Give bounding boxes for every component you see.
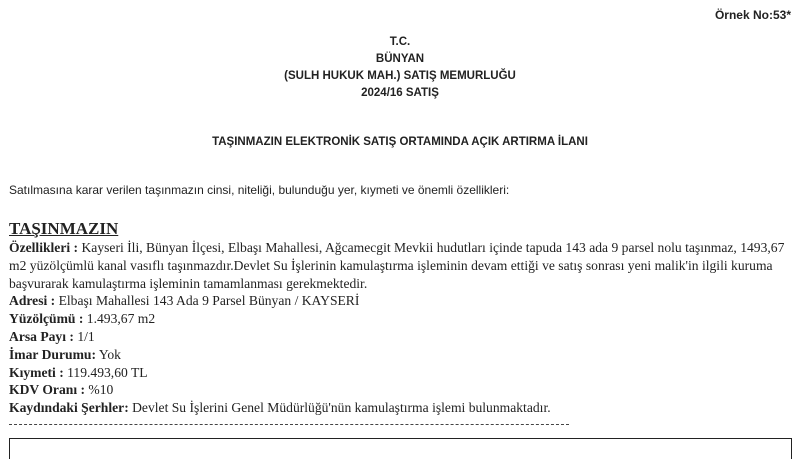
- header-line-office: (SULH HUKUK MAH.) SATIŞ MEMURLUĞU: [284, 70, 516, 82]
- property-heading: TAŞINMAZIN: [9, 219, 119, 238]
- next-section-box: [9, 438, 792, 459]
- vat-field: [9, 381, 794, 399]
- address-field: [9, 292, 794, 310]
- value-label: Kıymeti :: [9, 364, 64, 380]
- office-header: [0, 34, 800, 102]
- header-line-tc: T.C.: [389, 36, 411, 48]
- share-label: Arsa Payı :: [9, 328, 74, 344]
- area-value: 1.493,67 m2: [83, 311, 156, 327]
- property-section: [9, 219, 794, 417]
- notice-title: TAŞINMAZIN ELEKTRONİK SATIŞ ORTAMINDA AÇIK ARTIRMA İLANI: [212, 136, 588, 148]
- features-label: Özellikleri :: [9, 240, 79, 255]
- header-line-file-no: 2024/16 SATIŞ: [361, 87, 439, 99]
- intro-text: Satılmasına karar verilen taşınmazın cinsi, niteliği, bulunduğu yer, kıymeti ve önemli özellikleri:: [9, 183, 510, 197]
- zoning-value: Yok: [95, 346, 121, 362]
- sample-number: Örnek No:53*: [714, 8, 791, 22]
- zoning-label: İmar Durumu:: [9, 346, 96, 362]
- address-value: Elbaşı Mahallesi 143 Ada 9 Parsel Bünyan / KAYSERİ: [55, 293, 360, 309]
- share-field: [9, 328, 794, 346]
- dashed-separator: [9, 424, 569, 425]
- header-line-district: BÜNYAN: [375, 53, 425, 65]
- area-label: Yüzölçümü :: [9, 311, 84, 327]
- zoning-field: [9, 346, 794, 364]
- features-field: [9, 239, 794, 292]
- area-field: [9, 310, 794, 328]
- vat-label: KDV Oranı :: [9, 382, 86, 398]
- value-value: 119.493,60 TL: [63, 364, 148, 380]
- share-value: 1/1: [73, 328, 95, 344]
- vat-value: %10: [85, 382, 114, 398]
- value-field: [9, 364, 794, 382]
- conditions-field: [9, 399, 794, 417]
- conditions-label: Kaydındaki Şerhler:: [9, 400, 129, 416]
- conditions-value: Devlet Su İşlerini Genel Müdürlüğü'nün kamulaştırma işlemi bulunmaktadır.: [128, 400, 551, 416]
- features-value: Kayseri İli, Bünyan İlçesi, Elbaşı Mahallesi, Ağcamecgit Mevkii hudutları içinde tapuda 143 ada 9 parsel nolu taşınmaz, 1493,67 m2 yüzölçümlü kanal vasıflı taşınmazdır.Devlet Su İşlerinin kamulaştırma işleminin devam ettiği ve satış sonrası yeni malik'in ilgili kuruma başvurarak kamulaştırma işleminin tamamlanması gerekmektedir.: [9, 240, 785, 291]
- address-label: Adresi :: [9, 293, 56, 309]
